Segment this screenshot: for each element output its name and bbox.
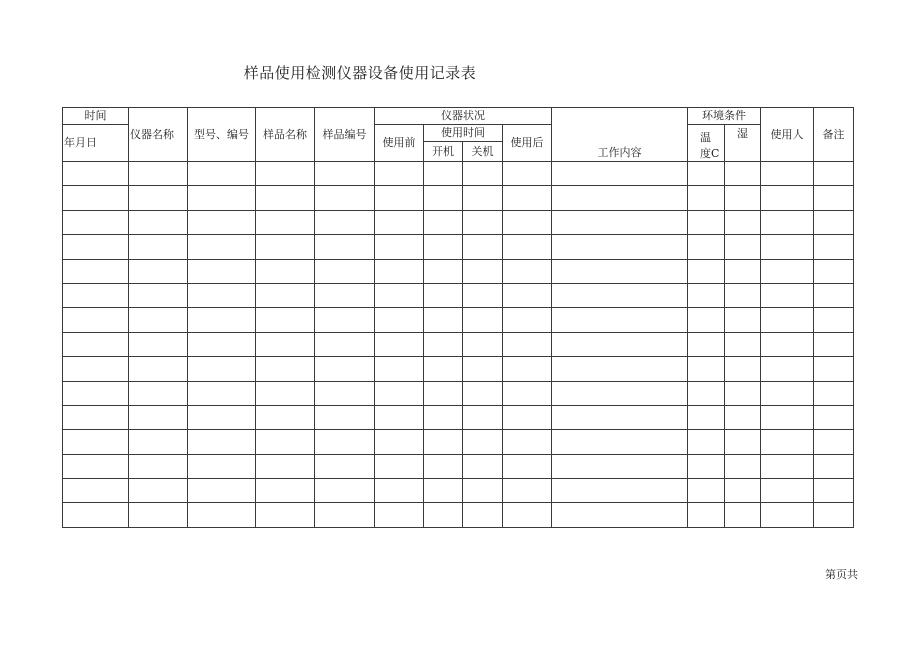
table-cell[interactable] [725,381,761,405]
table-cell[interactable] [688,308,725,332]
table-cell[interactable] [688,479,725,503]
table-cell[interactable] [552,430,688,454]
table-cell[interactable] [256,479,315,503]
table-cell[interactable] [424,186,463,210]
table-cell[interactable] [814,381,854,405]
table-cell[interactable] [688,454,725,478]
table-row [63,210,854,234]
table-cell[interactable] [688,332,725,356]
table-cell[interactable] [503,259,552,283]
table-cell[interactable] [256,259,315,283]
table-cell[interactable] [256,308,315,332]
table-cell[interactable] [129,381,188,405]
table-row [63,283,854,307]
table-cell[interactable] [375,162,424,186]
table-cell[interactable] [315,430,375,454]
table-cell[interactable] [315,503,375,527]
table-row [63,503,854,527]
header-humidity: 湿 [725,125,761,162]
table-cell[interactable] [814,186,854,210]
table-cell[interactable] [375,186,424,210]
table-cell[interactable] [375,503,424,527]
table-cell[interactable] [256,332,315,356]
header-after-use: 使用后 [503,125,552,162]
header-instrument-name: 仪器名称 [129,108,188,162]
table-cell[interactable] [552,503,688,527]
table-cell[interactable] [256,235,315,259]
table-cell[interactable] [725,162,761,186]
table-cell[interactable] [725,186,761,210]
table-cell[interactable] [375,283,424,307]
table-cell[interactable] [63,479,129,503]
page-footer: 第页共 [825,568,858,581]
table-cell[interactable] [424,357,463,381]
table-cell[interactable] [315,454,375,478]
table-cell[interactable] [463,162,503,186]
table-cell[interactable] [188,210,256,234]
table-cell[interactable] [463,357,503,381]
table-cell[interactable] [552,186,688,210]
table-cell[interactable] [315,308,375,332]
table-cell[interactable] [503,308,552,332]
table-cell[interactable] [129,210,188,234]
table-cell[interactable] [188,283,256,307]
table-cell[interactable] [63,381,129,405]
table-cell[interactable] [814,357,854,381]
table-cell[interactable] [688,235,725,259]
table-cell[interactable] [463,405,503,429]
header-user: 使用人 [761,108,814,162]
table-cell[interactable] [552,454,688,478]
table-cell[interactable] [503,357,552,381]
table-cell[interactable] [129,186,188,210]
table-row [63,430,854,454]
table-cell[interactable] [188,454,256,478]
table-cell[interactable] [463,332,503,356]
table-cell[interactable] [503,503,552,527]
table-cell[interactable] [129,332,188,356]
table-cell[interactable] [552,283,688,307]
table-cell[interactable] [552,332,688,356]
table-cell[interactable] [761,381,814,405]
table-cell[interactable] [129,357,188,381]
table-cell[interactable] [503,186,552,210]
table-cell[interactable] [129,430,188,454]
header-date: 年月日 [63,125,129,162]
temperature-label-1: 温 [700,131,711,144]
table-cell[interactable] [256,503,315,527]
table-cell[interactable] [463,479,503,503]
header-power-on: 开机 [424,142,463,162]
table-cell[interactable] [814,283,854,307]
table-cell[interactable] [188,430,256,454]
header-instrument-status: 仪器状况 [375,108,552,125]
table-cell[interactable] [375,235,424,259]
table-cell[interactable] [725,479,761,503]
table-cell[interactable] [63,235,129,259]
table-cell[interactable] [761,308,814,332]
table-cell[interactable] [688,357,725,381]
table-cell[interactable] [256,283,315,307]
table-cell[interactable] [725,259,761,283]
table-cell[interactable] [375,210,424,234]
table-cell[interactable] [188,235,256,259]
table-cell[interactable] [463,235,503,259]
table-cell[interactable] [256,454,315,478]
table-cell[interactable] [63,332,129,356]
table-cell[interactable] [315,235,375,259]
table-cell[interactable] [63,357,129,381]
table-cell[interactable] [761,454,814,478]
table-cell[interactable] [814,503,854,527]
table-row [63,162,854,186]
table-cell[interactable] [188,479,256,503]
header-sample-name: 样品名称 [256,108,315,162]
table-cell[interactable] [725,430,761,454]
table-cell[interactable] [188,381,256,405]
table-cell[interactable] [814,430,854,454]
table-cell[interactable] [463,283,503,307]
table-cell[interactable] [688,259,725,283]
table-cell[interactable] [129,283,188,307]
table-cell[interactable] [761,332,814,356]
table-cell[interactable] [375,308,424,332]
header-time: 时间 [63,108,129,125]
table-cell[interactable] [315,283,375,307]
table-cell[interactable] [463,259,503,283]
table-cell[interactable] [761,259,814,283]
table-cell[interactable] [761,162,814,186]
table-cell[interactable] [188,186,256,210]
table-cell[interactable] [188,332,256,356]
table-cell[interactable] [424,503,463,527]
table-row [63,454,854,478]
table-cell[interactable] [315,259,375,283]
table-cell[interactable] [424,381,463,405]
table-cell[interactable] [552,357,688,381]
table-cell[interactable] [503,479,552,503]
table-row [63,479,854,503]
header-remarks: 备注 [814,108,854,162]
table-row [63,308,854,332]
table-cell[interactable] [63,308,129,332]
table-cell[interactable] [256,162,315,186]
table-cell[interactable] [725,210,761,234]
table-cell[interactable] [424,162,463,186]
table-cell[interactable] [814,405,854,429]
table-cell[interactable] [188,357,256,381]
table-cell[interactable] [552,162,688,186]
table-row [63,259,854,283]
table-cell[interactable] [129,405,188,429]
table-cell[interactable] [761,283,814,307]
table-cell[interactable] [814,332,854,356]
table-cell[interactable] [814,210,854,234]
table-cell[interactable] [63,162,129,186]
table-cell[interactable] [725,235,761,259]
table-cell[interactable] [688,186,725,210]
table-cell[interactable] [552,259,688,283]
table-cell[interactable] [463,210,503,234]
table-cell[interactable] [688,381,725,405]
table-row [63,405,854,429]
table-cell[interactable] [375,259,424,283]
table-cell[interactable] [315,210,375,234]
table-cell[interactable] [503,283,552,307]
table-cell[interactable] [761,503,814,527]
table-cell[interactable] [63,186,129,210]
table-cell[interactable] [503,162,552,186]
table-cell[interactable] [463,430,503,454]
table-cell[interactable] [424,210,463,234]
table-cell[interactable] [256,430,315,454]
table-cell[interactable] [814,259,854,283]
table-cell[interactable] [814,454,854,478]
table-cell[interactable] [463,381,503,405]
table-cell[interactable] [761,357,814,381]
table-row [63,186,854,210]
table-row [63,235,854,259]
table-cell[interactable] [315,186,375,210]
header-model-serial: 型号、编号 [188,108,256,162]
table-cell[interactable] [424,259,463,283]
table-cell[interactable] [761,235,814,259]
usage-record-table [62,107,854,528]
table-cell[interactable] [424,479,463,503]
table-cell[interactable] [129,479,188,503]
table-cell[interactable] [375,405,424,429]
table-cell[interactable] [503,405,552,429]
table-cell[interactable] [188,308,256,332]
table-cell[interactable] [725,503,761,527]
table-cell[interactable] [552,479,688,503]
table-cell[interactable] [256,405,315,429]
table-cell[interactable] [63,503,129,527]
table-cell[interactable] [188,405,256,429]
page-title: 样品使用检测仪器设备使用记录表 [243,64,477,82]
table-cell[interactable] [688,430,725,454]
table-row [63,357,854,381]
table-cell[interactable] [552,235,688,259]
table-cell[interactable] [315,332,375,356]
table-cell[interactable] [688,162,725,186]
table-cell[interactable] [463,308,503,332]
table-cell[interactable] [552,308,688,332]
header-power-off: 关机 [463,142,503,162]
table-cell[interactable] [63,430,129,454]
table-cell[interactable] [424,405,463,429]
table-cell[interactable] [503,430,552,454]
header-environment: 环境条件 [688,108,761,125]
table-cell[interactable] [188,503,256,527]
table-cell[interactable] [424,308,463,332]
table-cell[interactable] [814,235,854,259]
table-cell[interactable] [375,430,424,454]
table-cell[interactable] [315,357,375,381]
table-cell[interactable] [424,235,463,259]
header-before-use: 使用前 [375,125,424,162]
table-cell[interactable] [188,162,256,186]
table-cell[interactable] [129,235,188,259]
table-cell[interactable] [63,210,129,234]
table-cell[interactable] [129,162,188,186]
table-row [63,381,854,405]
table-cell[interactable] [375,357,424,381]
table-cell[interactable] [424,454,463,478]
table-body [63,108,854,528]
table-cell[interactable] [761,405,814,429]
table-cell[interactable] [761,186,814,210]
table-cell[interactable] [761,479,814,503]
table-cell[interactable] [552,381,688,405]
table-cell[interactable] [424,283,463,307]
table-cell[interactable] [63,259,129,283]
table-cell[interactable] [688,283,725,307]
header-usage-time: 使用时间 [424,125,503,142]
table-cell[interactable] [725,283,761,307]
table-row [63,332,854,356]
table-cell[interactable] [375,332,424,356]
table-cell[interactable] [552,405,688,429]
table-cell[interactable] [552,210,688,234]
table-cell[interactable] [375,381,424,405]
table-cell[interactable] [315,479,375,503]
table-cell[interactable] [463,454,503,478]
table-cell[interactable] [503,332,552,356]
table-cell[interactable] [688,503,725,527]
table-cell[interactable] [463,503,503,527]
table-cell[interactable] [503,210,552,234]
table-cell[interactable] [688,405,725,429]
header-temperature [688,125,725,162]
table-cell[interactable] [129,259,188,283]
table-cell[interactable] [256,357,315,381]
table-cell[interactable] [424,430,463,454]
table-cell[interactable] [129,454,188,478]
table-cell[interactable] [688,210,725,234]
table-cell[interactable] [256,210,315,234]
table-cell[interactable] [725,357,761,381]
header-work-content: 工作内容 [552,108,688,162]
table-cell[interactable] [761,430,814,454]
table-cell[interactable] [814,308,854,332]
table-cell[interactable] [63,454,129,478]
table-cell[interactable] [375,479,424,503]
table-cell[interactable] [503,454,552,478]
table-cell[interactable] [424,332,463,356]
table-cell[interactable] [814,162,854,186]
header-sample-serial: 样品编号 [315,108,375,162]
table-cell[interactable] [725,308,761,332]
table-cell[interactable] [725,405,761,429]
table-cell[interactable] [129,308,188,332]
table-cell[interactable] [503,235,552,259]
header-row-1 [63,108,854,125]
table-cell[interactable] [315,405,375,429]
table-cell[interactable] [375,454,424,478]
table-cell[interactable] [503,381,552,405]
table-cell[interactable] [315,381,375,405]
table-cell[interactable] [256,186,315,210]
table-cell[interactable] [63,405,129,429]
temperature-label-2: 度C [700,147,720,160]
table-cell[interactable] [463,186,503,210]
table-cell[interactable] [315,162,375,186]
table-cell[interactable] [725,332,761,356]
table-cell[interactable] [63,283,129,307]
table-cell[interactable] [814,479,854,503]
table-cell[interactable] [256,381,315,405]
table-cell[interactable] [725,454,761,478]
table-cell[interactable] [188,259,256,283]
table-cell[interactable] [129,503,188,527]
table-cell[interactable] [761,210,814,234]
